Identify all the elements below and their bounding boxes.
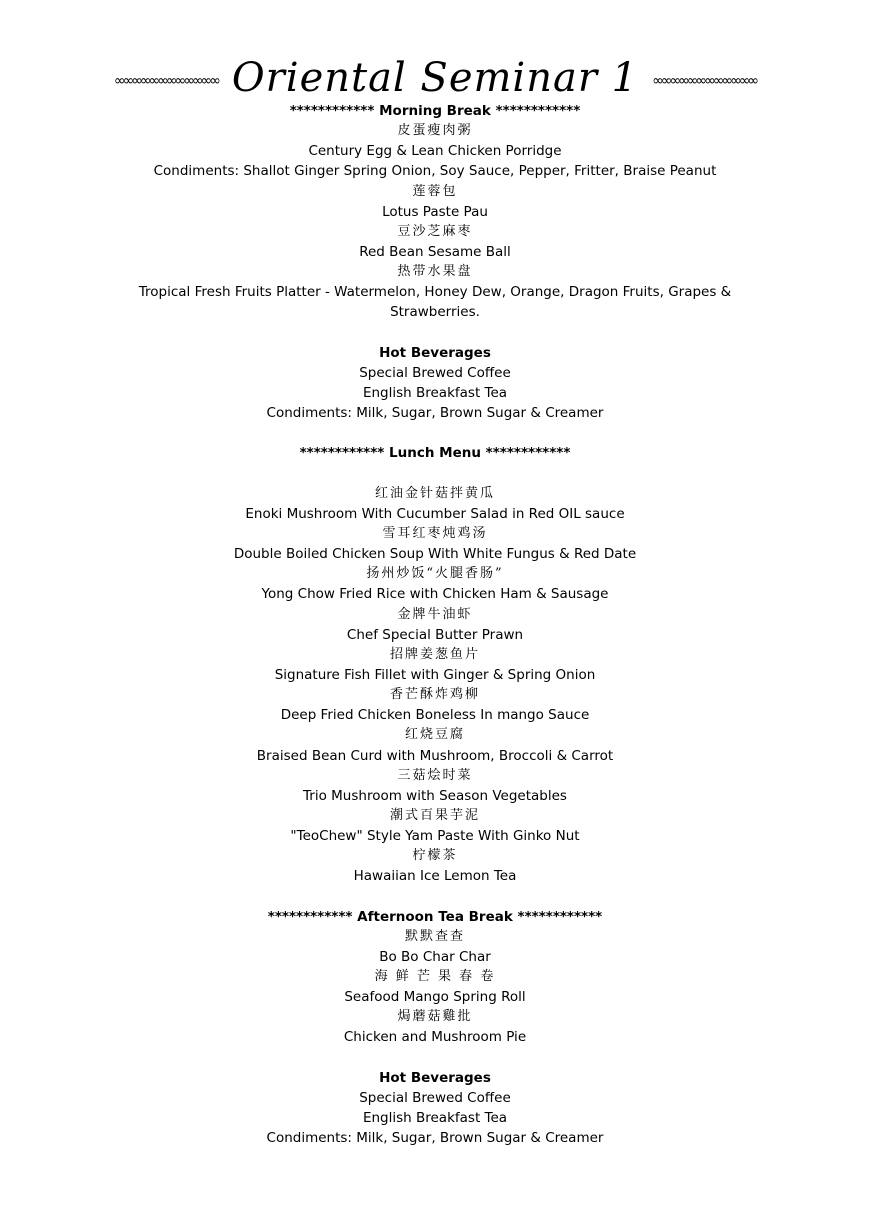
page-title: Oriental Seminar 1 — [231, 55, 639, 101]
spacer — [0, 464, 870, 484]
menu-line: Chef Special Butter Prawn — [346, 626, 524, 643]
menu-line: Signature Fish Fillet with Ginger & Spring Onion — [274, 666, 596, 683]
section-heading: Hot Beverages — [379, 344, 491, 361]
menu-line: Yong Chow Fried Rice with Chicken Ham & Sausage — [261, 586, 609, 603]
dish-name-chinese: 招牌姜葱鱼片 — [389, 646, 480, 662]
menu-line: Century Egg & Lean Chicken Porridge — [308, 143, 562, 160]
menu-line: Hawaiian Ice Lemon Tea — [353, 868, 517, 885]
menu-line: Chicken and Mushroom Pie — [343, 1029, 527, 1046]
menu-line: Bo Bo Char Char — [379, 948, 491, 965]
section-heading: ************ Afternoon Tea Break ************ — [267, 908, 603, 925]
dish-name-chinese: 扬州炒饭“火腿香肠” — [366, 566, 504, 582]
menu-line: Lotus Paste Pau — [382, 203, 488, 220]
dish-name-chinese: 豆沙芝麻枣 — [397, 223, 473, 239]
menu-line: Red Bean Sesame Ball — [359, 243, 511, 260]
dish-name-chinese: 默默查查 — [404, 928, 465, 944]
dish-name-chinese: 皮蛋瘦肉粥 — [397, 123, 473, 139]
dish-name-chinese: 海 鲜 芒 果 春 卷 — [374, 969, 496, 985]
menu-line: Special Brewed Coffee — [359, 364, 511, 381]
menu-line: Trio Mushroom with Season Vegetables — [303, 787, 567, 804]
flourish-left: ∞∞∞∞∞∞∞∞∞∞∞∞ — [113, 73, 218, 89]
menu-line: Deep Fried Chicken Boneless In mango Sauce — [280, 707, 590, 724]
section-heading: ************ Morning Break ************ — [289, 103, 581, 119]
dish-name-chinese: 红油金针菇拌黄瓜 — [374, 485, 495, 501]
menu-line: Condiments: Milk, Sugar, Brown Sugar & Creamer — [266, 1130, 604, 1147]
menu-line: Condiments: Milk, Sugar, Brown Sugar & Creamer — [266, 405, 604, 422]
flourish-right: ∞∞∞∞∞∞∞∞∞∞∞∞ — [652, 73, 757, 89]
section-heading: Hot Beverages — [379, 1069, 491, 1086]
dish-name-chinese: 雪耳红枣炖鸡汤 — [382, 525, 488, 541]
spacer — [0, 423, 870, 443]
menu-line: Seafood Mango Spring Roll — [344, 989, 526, 1006]
dish-name-chinese: 金牌牛油虾 — [397, 606, 473, 622]
menu-line: English Breakfast Tea — [362, 1110, 508, 1127]
menu-line: Enoki Mushroom With Cucumber Salad in Red OIL sauce — [245, 505, 625, 522]
dish-name-chinese: 柠檬茶 — [412, 848, 458, 864]
menu-list — [0, 101, 870, 1148]
menu-line: Double Boiled Chicken Soup With White Fungus & Red Date — [233, 546, 637, 563]
menu-line: English Breakfast Tea — [362, 384, 508, 401]
dish-name-chinese: 香芒酥炸鸡柳 — [389, 687, 480, 703]
menu-line: Condiments: Shallot Ginger Spring Onion, Soy Sauce, Pepper, Fritter, Braise Peanut — [153, 163, 717, 180]
menu-line: Special Brewed Coffee — [359, 1089, 511, 1106]
spacer — [0, 1048, 870, 1068]
dish-name-chinese: 红烧豆腐 — [404, 727, 465, 743]
section-heading: ************ Lunch Menu ************ — [299, 445, 571, 462]
menu-line: "TeoChew" Style Yam Paste With Ginko Nut — [290, 828, 580, 845]
spacer — [0, 886, 870, 906]
dish-name-chinese: 焗蘑菇雞批 — [397, 1009, 473, 1025]
menu-line: Braised Bean Curd with Mushroom, Broccoli & Carrot — [256, 747, 614, 764]
spacer — [0, 323, 870, 343]
menu-line: Strawberries. — [390, 304, 480, 321]
menu-line: Tropical Fresh Fruits Platter - Watermelon, Honey Dew, Orange, Dragon Fruits, Grapes & — [138, 284, 732, 301]
title-row — [0, 44, 870, 102]
dish-name-chinese: 潮式百果芋泥 — [389, 807, 480, 823]
dish-name-chinese: 热带水果盘 — [397, 264, 473, 280]
dish-name-chinese: 三菇烩时菜 — [397, 767, 473, 783]
dish-name-chinese: 莲蓉包 — [412, 183, 458, 199]
